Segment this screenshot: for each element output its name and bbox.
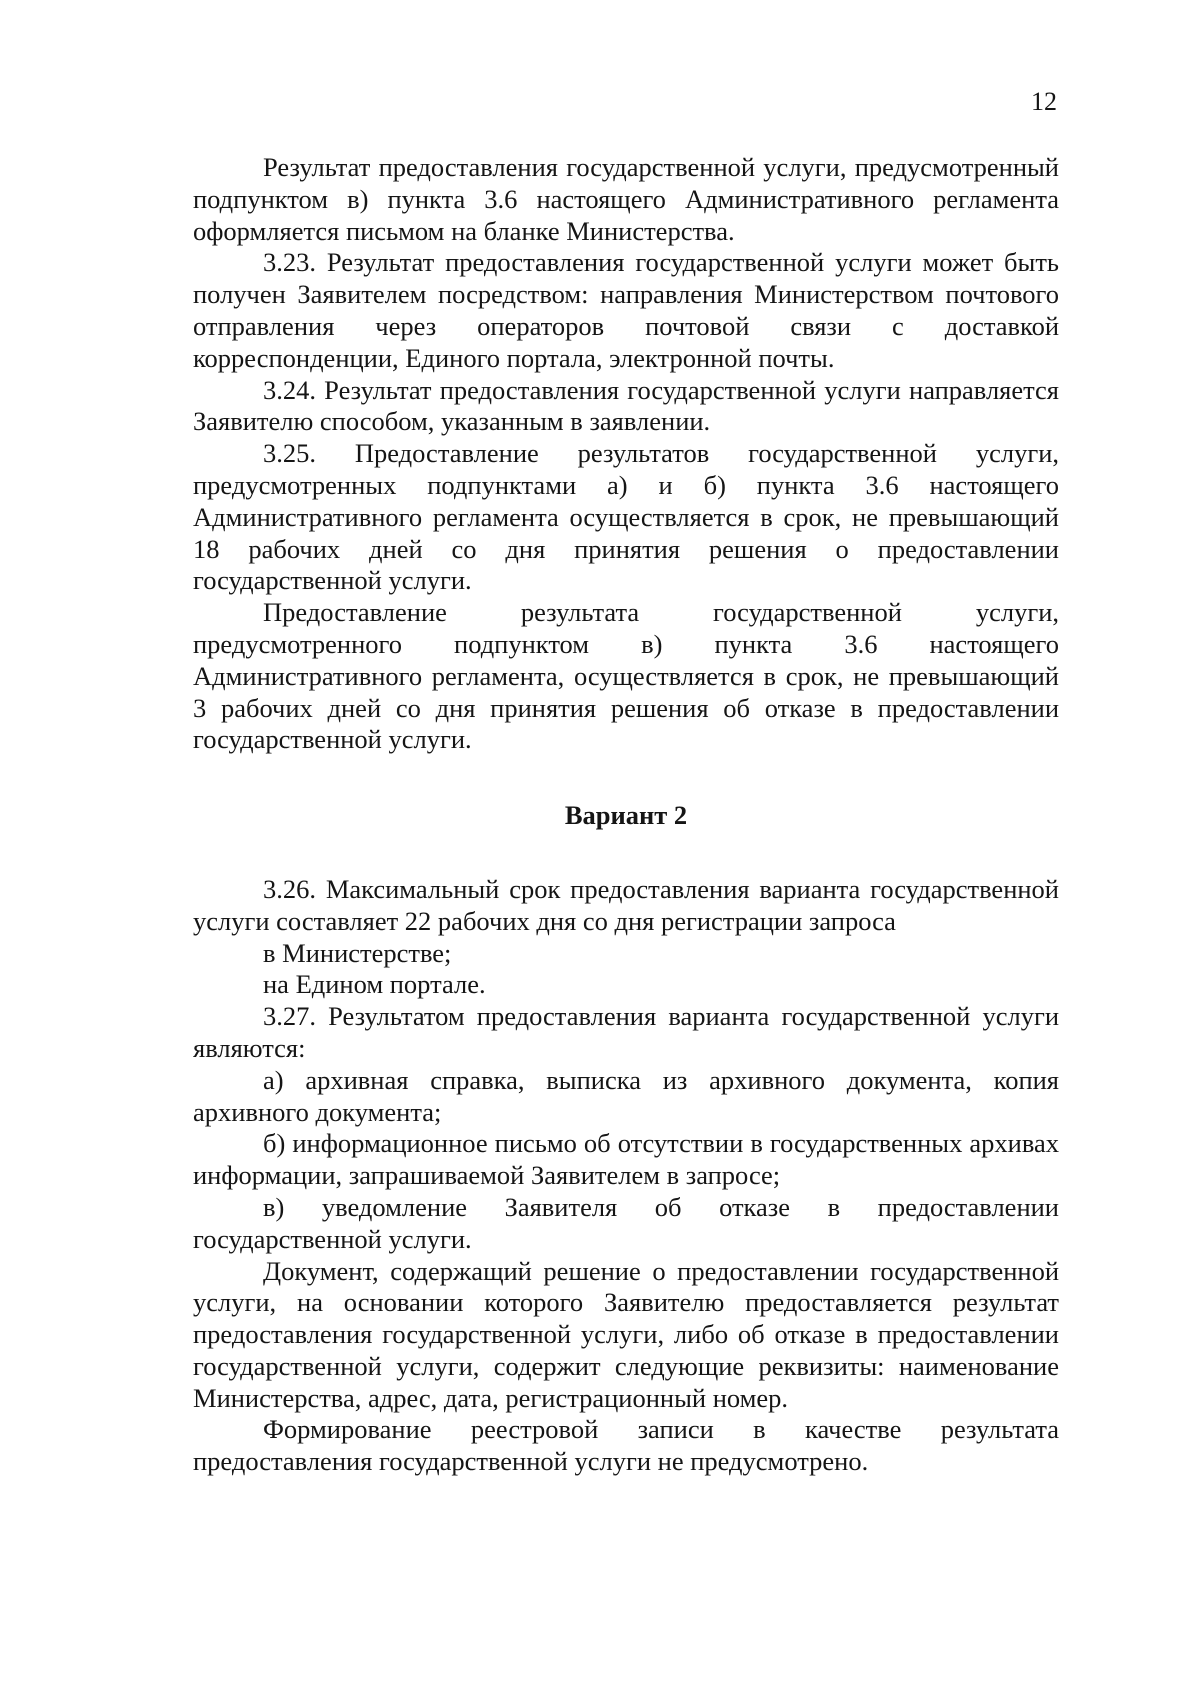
paragraph-3-26: 3.26. Максимальный срок предоставления варианта государственной услуги составляет 22 рабочих дня со дня регистрации запроса xyxy=(193,873,1059,936)
paragraph-document-requisites: Документ, содержащий решение о предоставлении государственной услуги, на основании которого Заявителю предоставляется результат предоставления государственной услуги, либо об отказе в предоставлении государственной услуги, содержит следующие реквизиты: наименование Министерства, адрес, дата, регистрационный номер. xyxy=(193,1255,1059,1413)
list-item-v: в) уведомление Заявителя об отказе в предоставлении государственной услуги. xyxy=(193,1191,1059,1254)
list-item-portal: на Едином портале. xyxy=(263,969,486,1000)
section-heading: Вариант 2 xyxy=(564,800,688,831)
paragraph-3-27: 3.27. Результатом предоставления варианта государственной услуги являются: xyxy=(193,1001,1059,1063)
paragraph-refusal-term: Предоставление результата государственной услуги, предусмотренного подпунктом в) пункта 3.6 настоящего Административного регламента, осуществляется в срок, не превышающий 3 рабочих дней со дня принятия решения об отказе в предоставлении государственной услуги. xyxy=(193,597,1059,755)
page-number: 12 xyxy=(1031,87,1057,116)
document-body xyxy=(193,152,1059,1478)
list-item-ministry: в Министерстве; xyxy=(263,937,452,968)
list-item-a: а) архивная справка, выписка из архивного документа, копия архивного документа; xyxy=(193,1064,1059,1127)
paragraph-result-letter: Результат предоставления государственной услуги, предусмотренный подпунктом в) пункта 3.6 настоящего Административного регламента оформляется письмом на бланке Министерства. xyxy=(193,152,1059,246)
paragraph-3-25: 3.25. Предоставление результатов государственной услуги, предусмотренных подпунктами а) и б) пункта 3.6 настоящего Административного регламента осуществляется в срок, не превышающий 18 рабочих дней со дня принятия решения о предоставлении государственной услуги. xyxy=(193,438,1059,596)
paragraph-registry-record: Формирование реестровой записи в качестве результата предоставления государственной услуги не предусмотрено. xyxy=(193,1414,1059,1477)
paragraph-3-23: 3.23. Результат предоставления государственной услуги может быть получен Заявителем посредством: направления Министерством почтового отправления через операторов почтовой связи с доставкой корреспонденции, Единого портала, электронной почты. xyxy=(193,247,1059,373)
list-item-b: б) информационное письмо об отсутствии в государственных архивах информации, запрашиваемой Заявителем в запросе; xyxy=(193,1128,1059,1191)
paragraph-3-24: 3.24. Результат предоставления государственной услуги направляется Заявителю способом, указанным в заявлении. xyxy=(193,374,1059,437)
